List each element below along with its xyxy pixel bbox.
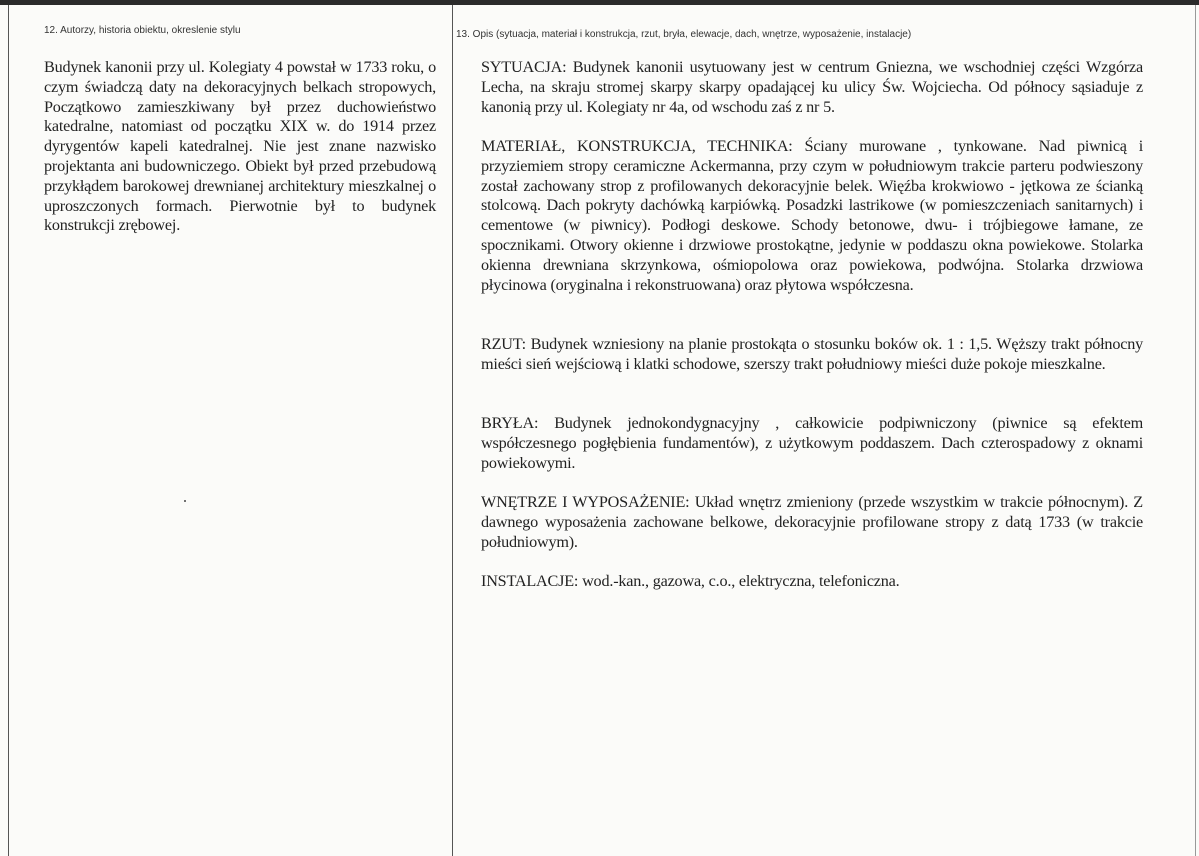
column-divider — [452, 5, 453, 856]
massing-paragraph: BRYŁA: Budynek jednokondygnacyjny , całkowicie podpiwniczony (piwnice są efektem współczesnego pogłębienia fundamentów), z użytkowym poddaszem. Dach czterospadowy z oknami powiekowymi. — [481, 414, 1143, 472]
right-border-line — [1195, 5, 1196, 856]
section-13-header: 13. Opis (sytuacja, materiał i konstrukcja, rzut, bryła, elewacje, dach, wnętrze, wyposażenie, instalacje) — [456, 29, 912, 40]
interior-paragraph: WNĘTRZE I WYPOSAŻENIE: Układ wnętrz zmieniony (przede wszystkim w trakcie północnym). Z dawnego wyposażenia zachowane belkowe, dekoracyjnie profilowane stropy z datą 1733 (w trakcie południowym). — [481, 493, 1143, 551]
installations-paragraph: INSTALACJE: wod.-kan., gazowa, c.o., elektryczna, telefoniczna. — [481, 572, 900, 590]
plan-paragraph: RZUT: Budynek wzniesiony na planie prostokąta o stosunku boków ok. 1 : 1,5. Węższy trakt północny mieści sień wejściową i klatki schodowe, szerszy trakt południowy mieści duże pokoje mieszkalne. — [481, 335, 1143, 373]
history-paragraph: Budynek kanonii przy ul. Kolegiaty 4 powstał w 1733 roku, o czym świadczą daty na dekoracyjnych belkach stropowych, Początkowo zamieszkiwany był przez duchowieństwo katedralne, natomiast od początku XIX w. do 1914 przez dyrygentów kapeli katedralnej. Nie jest znane nazwisko projektanta ani budowniczego. Obiekt był przed przebudową przykłądem barokowej drewnianej architektury mieszkalnej o uproszczonych formach. Pierwotnie był to budynek konstrukcji zrębowej. — [44, 58, 436, 235]
material-paragraph: MATERIAŁ, KONSTRUKCJA, TECHNIKA: Ściany murowane , tynkowane. Nad piwnicą i przyziemiem stropy ceramiczne Ackermanna, przy czym w południowym trakcie parteru podwieszony został zachowany strop z profilowanych dekoracyjnie belek. Więźba krokwiowo - jętkowa ze ścianką stolcową. Dach pokryty dachówką karpiówką. Posadzki lastrikowe (w pomieszczeniach sanitarnych) i cementowe (w piwnicy). Podłogi deskowe. Schody betonowe, dwu- i trójbiegowe łamane, ze spocznikami. Otwory okienne i drzwiowe prostokątne, jedynie w poddaszu okna powiekowe. Stolarka okienna drewniana skrzynkowa, ośmiopolowa oraz powiekowa, podwójna. Stolarka drzwiowa płycinowa (oryginalna i rekonstruowana) oraz płytowa współczesna. — [481, 137, 1143, 294]
scan-speck — [184, 500, 186, 502]
scan-top-border — [0, 0, 1199, 5]
situation-paragraph: SYTUACJA: Budynek kanonii usytuowany jest w centrum Gniezna, we wschodniej części Wzgórza Lecha, na skraju stromej skarpy skarpy opadającej ku ulicy Św. Wojciecha. Od północy sąsiaduje z kanonią przy ul. Kolegiaty nr 4a, od wschodu zaś z nr 5. — [481, 58, 1143, 116]
left-border-line — [8, 5, 9, 856]
section-12-header: 12. Autorzy, historia obiektu, okreslenie stylu — [44, 25, 241, 36]
